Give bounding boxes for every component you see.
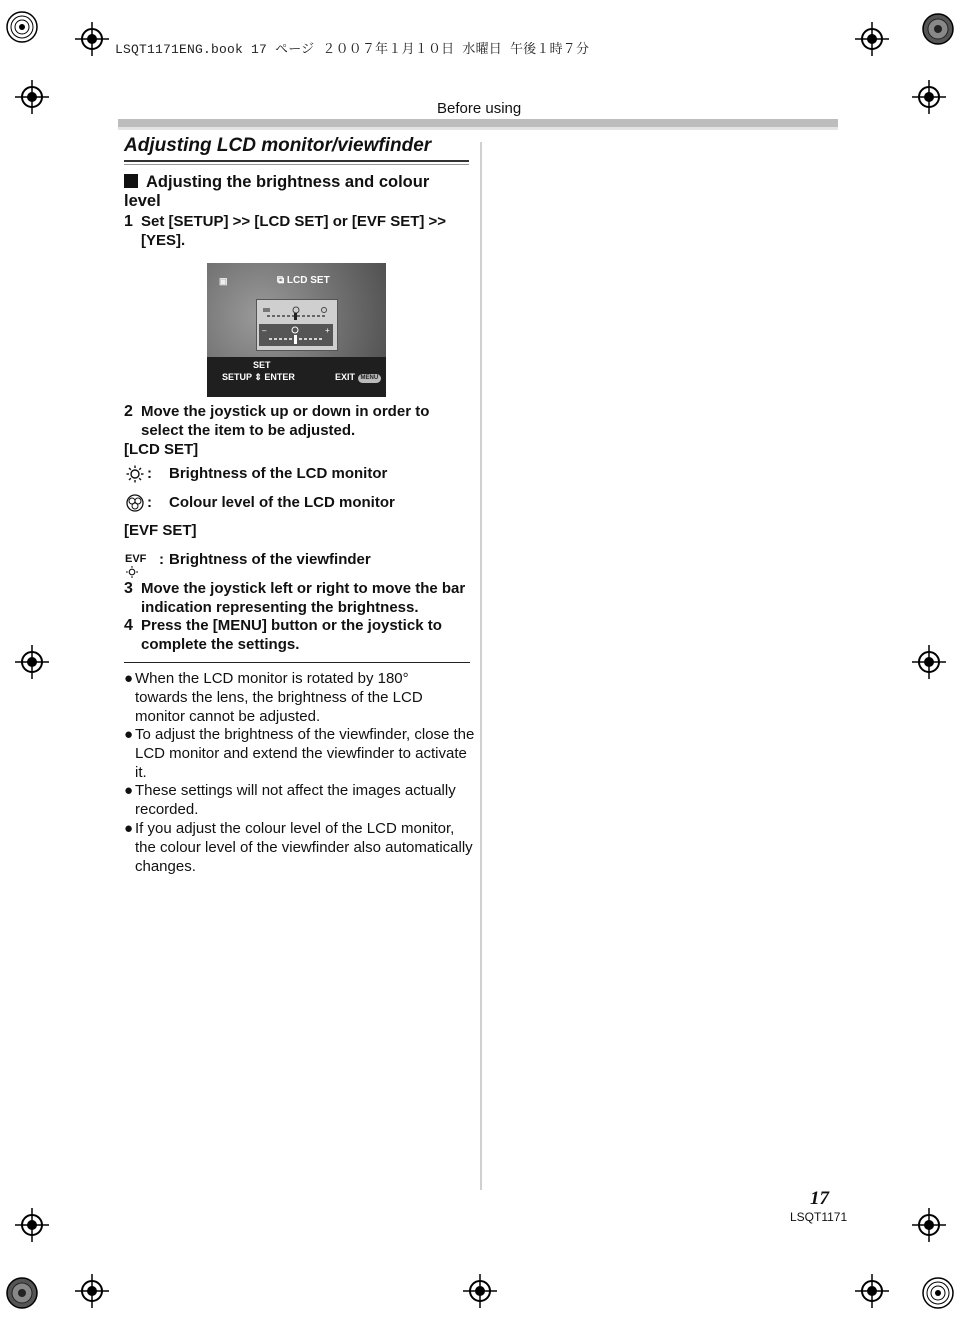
colon: : <box>147 465 152 482</box>
item-desc: Brightness of the viewfinder <box>169 551 371 568</box>
bullet-icon: ● <box>124 820 134 837</box>
step-text: Move the joystick left or right to move the bar indication representing the brightness. <box>141 580 466 616</box>
item-desc: Brightness of the LCD monitor <box>169 465 388 482</box>
page-title: Adjusting LCD monitor/viewfinder <box>124 135 432 156</box>
square-bullet-icon <box>124 174 138 188</box>
notes-rule <box>124 662 470 663</box>
lcd-exit <box>335 372 381 383</box>
lcd-set-label: SET <box>253 360 271 370</box>
registration-mark-icon <box>912 645 946 679</box>
lcd-exit-text: EXIT <box>335 372 356 382</box>
item-desc: Colour level of the LCD monitor <box>169 494 395 511</box>
menu-pill: MENU <box>358 374 382 383</box>
lcd-set-title: ⧉ LCD SET <box>277 275 330 286</box>
registration-mark-icon <box>75 1274 109 1308</box>
registration-mark-icon <box>15 1208 49 1242</box>
lcd-setup-enter <box>222 372 295 383</box>
svg-text:+: + <box>325 326 330 335</box>
step-text: Press the [MENU] button or the joystick to complete the settings. <box>141 617 442 653</box>
page-code: LSQT1171 <box>790 1210 848 1224</box>
lcd-enter-text: ENTER <box>264 372 295 382</box>
evf-brightness-icon: EVF <box>125 553 146 580</box>
section-label: Before using <box>437 100 522 117</box>
registration-mark-icon <box>855 1274 889 1308</box>
corner-disc-icon <box>5 10 39 44</box>
registration-mark-icon <box>855 22 889 56</box>
bullet-icon: ● <box>124 782 134 799</box>
lcd-set-title-text: LCD SET <box>286 275 330 286</box>
joystick-icon: ⇕ <box>254 372 262 382</box>
registration-mark-icon <box>15 80 49 114</box>
title-underline-thin <box>124 164 469 165</box>
subheading <box>124 173 464 211</box>
registration-mark-icon <box>75 22 109 56</box>
title-underline <box>124 160 469 162</box>
colour-slider <box>259 324 333 346</box>
registration-mark-icon <box>15 645 49 679</box>
step-text: Set [SETUP] >> [LCD SET] or [EVF SET] >> [YES]. <box>141 213 447 249</box>
column-divider <box>480 142 482 1190</box>
colon: : <box>147 494 152 511</box>
svg-text:–: – <box>262 326 267 335</box>
brightness-icon <box>125 465 145 487</box>
camera-mode-icon: ▣ <box>219 276 228 286</box>
corner-disc-icon <box>921 12 955 46</box>
step-number: 4 <box>124 617 133 634</box>
note-text: If you adjust the colour level of the LCD monitor, the colour level of the viewfinder also automatically changes. <box>135 820 473 875</box>
page-number: 17 <box>810 1188 829 1209</box>
step-text: Move the joystick up or down in order to select the item to be adjusted. <box>141 403 430 439</box>
registration-mark-icon <box>463 1274 497 1308</box>
corner-disc-icon <box>5 1276 39 1310</box>
lcd-set-label: [LCD SET] <box>124 441 199 458</box>
note-text: These settings will not affect the images actually recorded. <box>135 782 456 818</box>
step-number: 2 <box>124 403 133 420</box>
corner-disc-icon <box>921 1276 955 1310</box>
book-header: LSQT1171ENG.book 17 ページ ２００７年１月１０日 水曜日 午後１時７分 <box>115 42 590 57</box>
colon: : <box>159 551 164 568</box>
brightness-slider <box>261 306 331 320</box>
header-rule-shadow <box>118 127 838 130</box>
bullet-icon: ● <box>124 670 134 687</box>
step-number: 3 <box>124 580 133 597</box>
note-text: To adjust the brightness of the viewfinder, close the LCD monitor and extend the viewfinder to activate it. <box>135 726 475 781</box>
evf-set-label: [EVF SET] <box>124 522 197 539</box>
registration-mark-icon <box>912 80 946 114</box>
step-number: 1 <box>124 213 133 230</box>
bullet-icon: ● <box>124 726 134 743</box>
lcd-adjust-panel <box>256 299 338 351</box>
lcd-setup-text: SETUP <box>222 372 255 382</box>
colour-icon <box>125 494 145 516</box>
registration-mark-icon <box>912 1208 946 1242</box>
note-text: When the LCD monitor is rotated by 180° towards the lens, the brightness of the LCD monitor cannot be adjusted. <box>135 670 423 725</box>
lcd-bottom-bar <box>207 357 386 397</box>
subheading-text: Adjusting the brightness and colour level <box>124 173 430 210</box>
header-rule <box>118 119 838 127</box>
lcd-set-screenshot <box>207 263 386 397</box>
